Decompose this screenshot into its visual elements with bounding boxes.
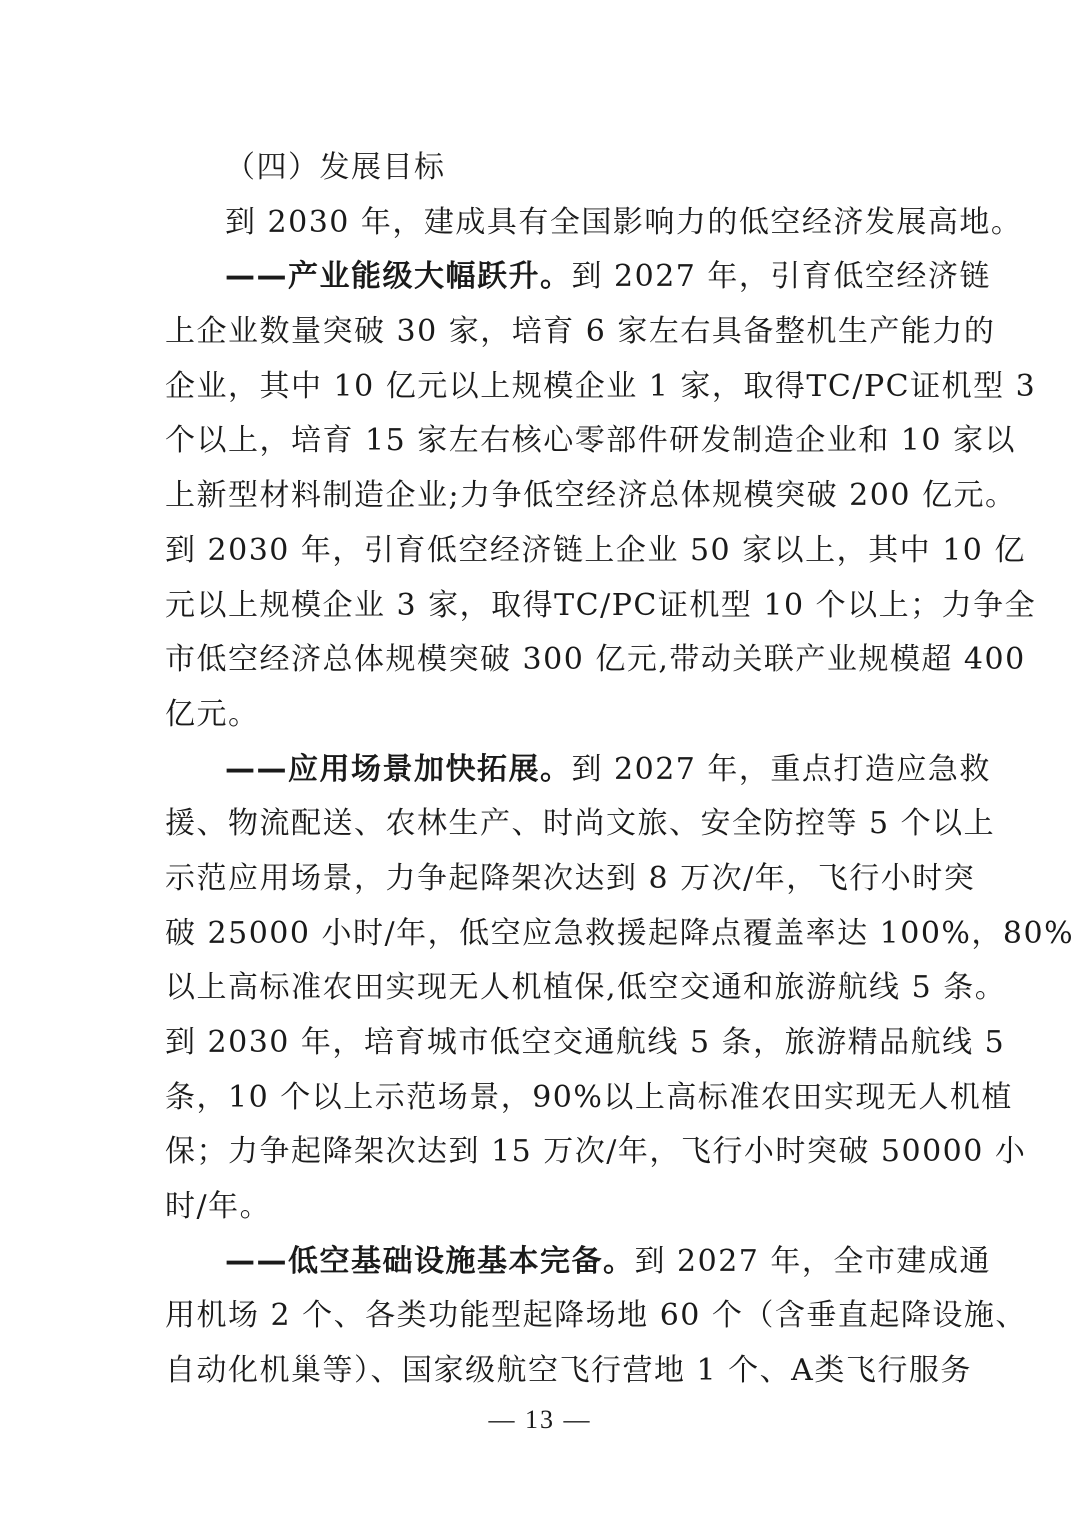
section-heading: （四）发展目标	[225, 150, 446, 185]
paragraph-line: 市低空经济总体规模突破 300 亿元,带动关联产业规模超 400	[165, 642, 1026, 678]
paragraph-line: 以上高标准农田实现无人机植保,低空交通和旅游航线 5 条。	[165, 970, 1007, 1006]
paragraph-line: 示范应用场景，力争起降架次达到 8 万次/年，飞行小时突	[165, 860, 976, 896]
paragraph-line: 上企业数量突破 30 家，培育 6 家左右具备整机生产能力的	[165, 314, 996, 350]
paragraph-3-title: ——低空基础设施基本完备。	[225, 1243, 635, 1279]
paragraph-line: 上新型材料制造企业;力争低空经济总体规模突破 200 亿元。	[165, 478, 1017, 514]
paragraph-3-line-1	[165, 1235, 991, 1290]
paragraph-line: 到 2030 年，引育低空经济链上企业 50 家以上，其中 10 亿	[165, 532, 1026, 568]
paragraph-1-text: 到 2027 年，引育低空经济链	[571, 259, 991, 295]
paragraph-3-text: 到 2027 年，全市建成通	[634, 1243, 991, 1279]
paragraph-2-line-1	[165, 743, 991, 798]
paragraph-1-line-1	[165, 250, 991, 305]
overall-goal: 到 2030 年，建成具有全国影响力的低空经济发展高地。	[225, 204, 1023, 240]
paragraph-line: 亿元。	[165, 696, 260, 732]
paragraph-2-text: 到 2027 年，重点打造应急救	[571, 751, 991, 787]
paragraph-line: 援、物流配送、农林生产、时尚文旅、安全防控等 5 个以上	[165, 806, 996, 842]
paragraph-line: 用机场 2 个、各类功能型起降场地 60 个（含垂直起降设施、	[165, 1298, 1027, 1334]
paragraph-1-title: ——产业能级大幅跃升。	[225, 259, 572, 295]
paragraph-line: 破 25000 小时/年，低空应急救援起降点覆盖率达 100%，80%	[165, 915, 1075, 951]
paragraph-line: 自动化机巢等）、国家级航空飞行营地 1 个、A类飞行服务	[165, 1353, 972, 1389]
paragraph-line: 到 2030 年，培育城市低空交通航线 5 条，旅游精品航线 5	[165, 1025, 1006, 1060]
paragraph-line: 企业，其中 10 亿元以上规模企业 1 家，取得TC/PC证机型 3	[165, 368, 1037, 404]
page-number: — 13 —	[488, 1405, 592, 1434]
paragraph-line: 元以上规模企业 3 家，取得TC/PC证机型 10 个以上；力争全	[165, 587, 1037, 623]
paragraph-2-title: ——应用场景加快拓展。	[225, 751, 572, 787]
paragraph-line: 时/年。	[165, 1189, 272, 1225]
paragraph-line: 个以上，培育 15 家左右核心零部件研发制造企业和 10 家以	[165, 423, 1016, 459]
paragraph-line: 条，10 个以上示范场景，90%以上高标准农田实现无人机植	[165, 1079, 1013, 1115]
document-body	[165, 141, 1075, 1399]
paragraph-line: 保；力争起降架次达到 15 万次/年，飞行小时突破 50000 小	[165, 1134, 1027, 1170]
